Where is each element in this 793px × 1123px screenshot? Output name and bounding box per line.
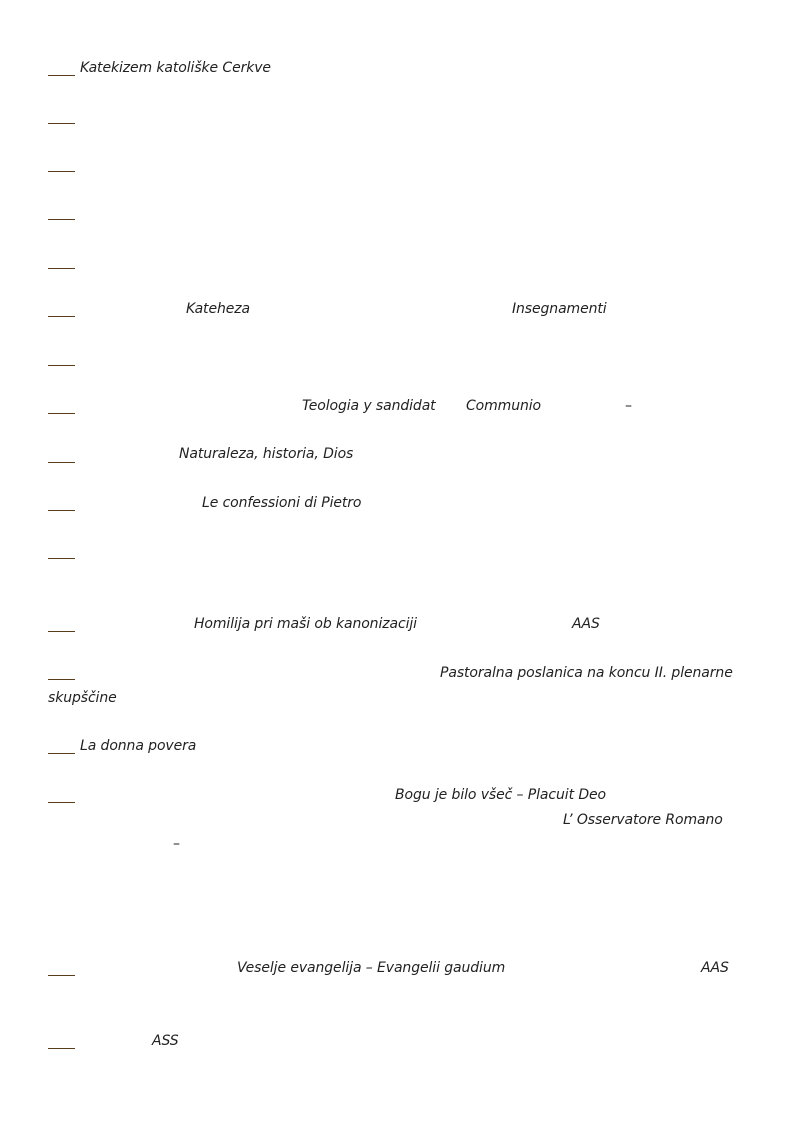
entry-rule — [48, 365, 75, 366]
entry-source: AAS — [572, 616, 600, 632]
entry-title: Bogu je bilo všeč – Placuit Deo — [395, 787, 606, 803]
entry-rule — [48, 631, 75, 632]
entry-title-continued: skupščine — [48, 690, 117, 706]
entry-dash: – — [173, 836, 180, 852]
entry-source: AAS — [701, 960, 729, 976]
entry-title: Le confessioni di Pietro — [202, 495, 362, 511]
entry-rule — [48, 219, 75, 220]
entry-title: Teologia y sandidat — [302, 398, 436, 414]
entry-rule — [48, 75, 75, 76]
entry-dash: – — [625, 398, 632, 414]
entry-rule — [48, 753, 75, 754]
entry-rule — [48, 171, 75, 172]
entry-source: Insegnamenti — [512, 301, 607, 317]
entry-source: L’ Osservatore Romano — [563, 812, 723, 828]
entry-source: Communio — [466, 398, 542, 414]
entry-rule — [48, 413, 75, 414]
entry-rule — [48, 268, 75, 269]
entry-rule — [48, 975, 75, 976]
entry-title: Veselje evangelija – Evangelii gaudium — [237, 960, 506, 976]
entry-rule — [48, 1048, 75, 1049]
entry-title: La donna povera — [80, 738, 197, 754]
entry-title: Katekizem katoliške Cerkve — [80, 60, 271, 76]
entry-rule — [48, 510, 75, 511]
entry-rule — [48, 558, 75, 559]
entry-title: Kateheza — [186, 301, 250, 317]
entry-rule — [48, 316, 75, 317]
entry-source: ASS — [152, 1033, 179, 1049]
entry-rule — [48, 679, 75, 680]
entry-rule — [48, 123, 75, 124]
entry-title: Pastoralna poslanica na koncu II. plenarne — [440, 665, 733, 681]
entry-rule — [48, 462, 75, 463]
entry-title: Naturaleza, historia, Dios — [179, 446, 354, 462]
entry-title: Homilija pri maši ob kanonizaciji — [194, 616, 417, 632]
entry-rule — [48, 802, 75, 803]
